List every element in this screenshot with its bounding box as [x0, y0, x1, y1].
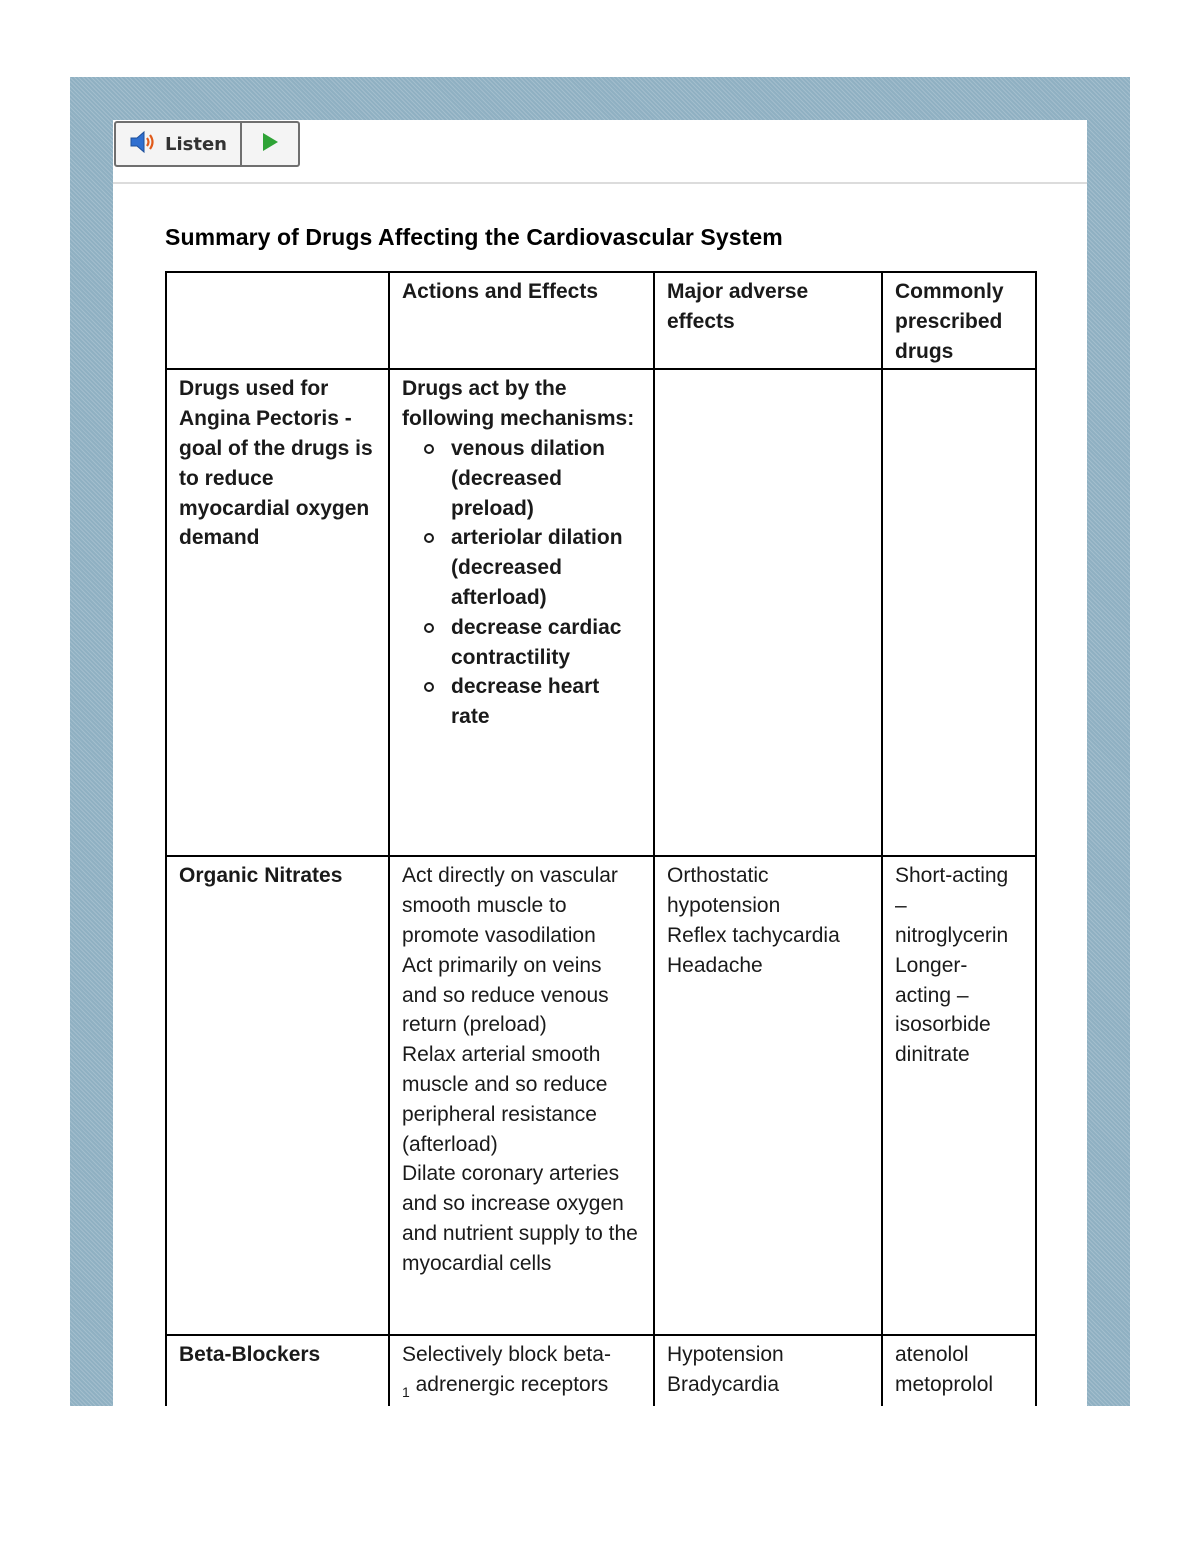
- listen-label: Listen: [165, 133, 227, 155]
- action-text: Act primarily on veins and so reduce venous return (preload): [402, 953, 609, 1037]
- table-row: [166, 856, 1036, 1335]
- actions-intro: Drugs act by the following mechanisms:: [402, 377, 635, 431]
- drugs-cell: [882, 369, 1036, 856]
- play-button[interactable]: [242, 123, 298, 165]
- table-row: [166, 1335, 1036, 1406]
- mechanism-list: [402, 434, 641, 732]
- header-cell-actions: Actions and Effects: [389, 272, 654, 369]
- drugs-cell: [882, 856, 1036, 1335]
- action-text: Act directly on vascular smooth muscle to promote vasodilation: [402, 864, 618, 947]
- read-aloud-toolbar: [113, 120, 1087, 184]
- table-row: [166, 369, 1036, 856]
- drug-summary-table: [165, 271, 1037, 1406]
- actions-cell: [389, 1335, 654, 1406]
- action-text: Dilate coronary arteries and so increase oxygen and nutrient supply to the myocardial cells: [402, 1162, 638, 1275]
- drug-name: Longer-acting – isosorbide dinitrate: [895, 953, 991, 1067]
- adverse-effect: Bradycardia: [667, 1373, 780, 1397]
- header-cell-empty: [166, 272, 389, 369]
- list-item: arteriolar dilation (decreased afterload): [451, 523, 641, 612]
- document-sheet: [113, 120, 1087, 1406]
- header-cell-drugs: Commonly prescribed drugs: [882, 272, 1036, 369]
- adverse-effect: Orthostatic hypotension: [667, 864, 781, 918]
- category-cell: Organic Nitrates: [166, 856, 389, 1335]
- drug-name: metoprolol: [895, 1373, 994, 1397]
- actions-cell: [389, 369, 654, 856]
- header-cell-adverse: Major adverse effects: [654, 272, 882, 369]
- action-text: adrenergic receptors: [409, 1373, 609, 1397]
- category-cell: Drugs used for Angina Pectoris -goal of the drugs is to reduce myocardial oxygen demand: [166, 369, 389, 856]
- adverse-cell: [654, 856, 882, 1335]
- speaker-icon: [129, 130, 159, 159]
- action-text: Selectively block beta-: [402, 1343, 611, 1367]
- drug-name: atenolol: [895, 1343, 969, 1367]
- adverse-cell: [654, 369, 882, 856]
- listen-button[interactable]: [116, 123, 242, 165]
- page-frame: [70, 77, 1130, 1406]
- receptor-subscript: 1: [402, 1384, 410, 1401]
- list-item: decrease heart rate: [451, 672, 641, 732]
- action-text: Relax arterial smooth muscle and so reduce peripheral resistance (afterload): [402, 1043, 608, 1156]
- drug-name: Short-acting – nitroglycerin: [895, 864, 1009, 947]
- adverse-effect: Headache: [667, 953, 763, 977]
- category-cell: Beta-Blockers: [166, 1335, 389, 1406]
- read-aloud-control: [114, 121, 300, 167]
- adverse-effect: Hypotension: [667, 1343, 784, 1367]
- table-header-row: [166, 272, 1036, 369]
- play-icon: [260, 132, 280, 157]
- document-title: Summary of Drugs Affecting the Cardiovascular System: [165, 224, 783, 250]
- drugs-cell: [882, 1335, 1036, 1406]
- document-content: [165, 224, 1035, 1406]
- list-item: venous dilation (decreased preload): [451, 434, 641, 523]
- adverse-effect: Reflex tachycardia: [667, 923, 840, 947]
- adverse-cell: [654, 1335, 882, 1406]
- list-item: decrease cardiac contractility: [451, 613, 641, 673]
- actions-cell: [389, 856, 654, 1335]
